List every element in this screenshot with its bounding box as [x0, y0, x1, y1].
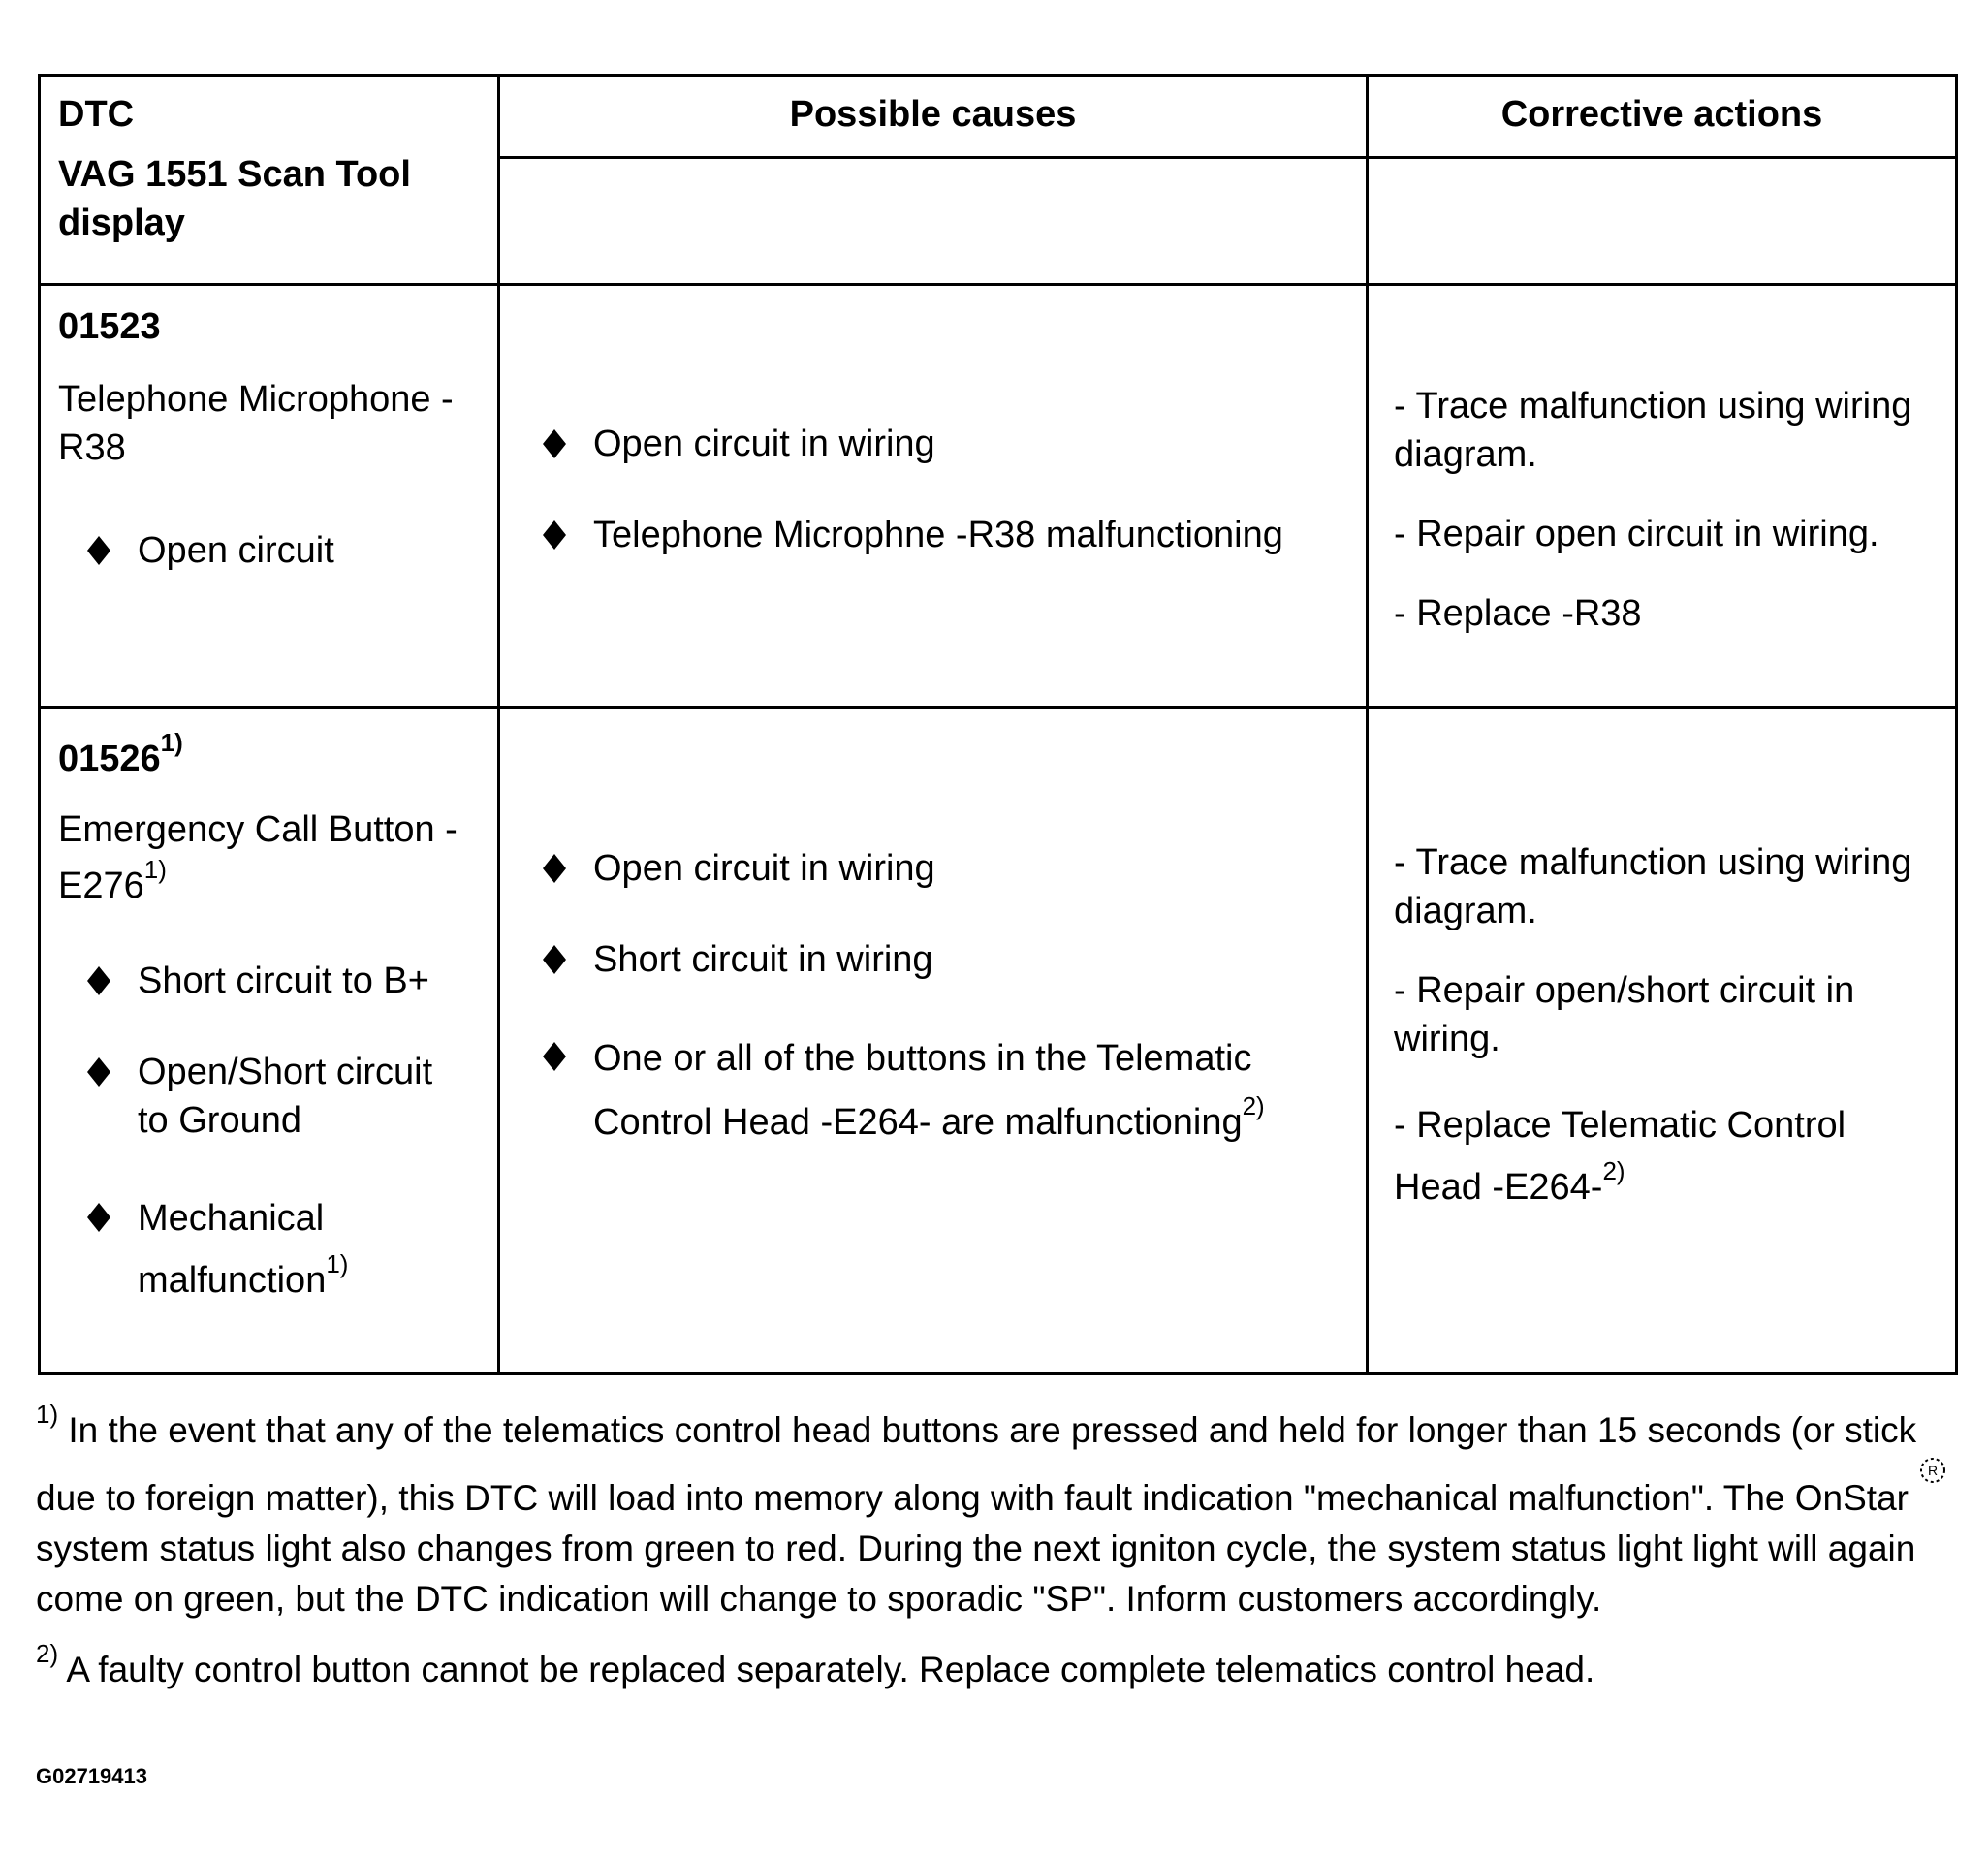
dtc-cell — [40, 708, 499, 1374]
list-item: One or all of the buttons in the Telematic Control Head -E264- are malfunctioning$^{2)}$ — [523, 1026, 1330, 1154]
header-scan-tool-display: VAG 1551 Scan Tool display — [58, 154, 411, 243]
footnote-ref: 1) — [326, 1249, 349, 1278]
dtc-component: Telephone Microphone -R38 — [58, 379, 454, 468]
footnote-mark: 2) — [36, 1639, 59, 1668]
list-item: - Trace malfunction using wiring diagram. — [1394, 385, 1912, 475]
list-item: Short circuit to B+ — [68, 957, 484, 1005]
dtc-code: 01523 — [58, 306, 161, 347]
actions-cell — [1368, 708, 1957, 1374]
list-item: - Replace -R38 — [1394, 592, 1642, 634]
footnotes — [36, 1400, 1965, 1694]
diamond-bullet-icon — [543, 520, 566, 550]
header-causes-cell — [499, 76, 1368, 158]
header-actions-cell — [1368, 76, 1957, 158]
diamond-bullet-icon — [543, 945, 566, 974]
list-item: Mechanical malfunction$^{1)}$ — [68, 1187, 428, 1311]
header-dtc-cell — [40, 76, 499, 285]
header-row — [40, 76, 1957, 158]
table-row — [40, 708, 1957, 1374]
actions-cell — [1368, 285, 1957, 708]
footnote-ref: 1) — [143, 855, 167, 884]
footnote-ref: 1) — [160, 728, 183, 757]
subheader-actions-cell — [1368, 158, 1957, 285]
list-item: Open circuit — [68, 526, 484, 575]
dtc-code: 01526$^{1)}$ — [58, 728, 183, 779]
dtc-component: Emergency Call Button -E276$^{1)}$ — [58, 809, 458, 906]
diamond-bullet-icon — [87, 1203, 110, 1232]
diamond-bullet-icon — [543, 1042, 566, 1071]
footnote-ref: 2) — [1602, 1156, 1625, 1185]
fault-list — [58, 957, 484, 1311]
header-possible-causes: Possible causes — [789, 94, 1077, 135]
diamond-bullet-icon — [543, 429, 566, 458]
dtc-cell — [40, 285, 499, 708]
list-item: Open circuit in wiring — [523, 420, 1356, 468]
list-item: - Repair open circuit in wiring. — [1394, 513, 1879, 554]
header-corrective-actions: Corrective actions — [1500, 94, 1823, 135]
list-item: Telephone Microphne -R38 malfunctioning — [523, 511, 1356, 559]
list-item: - Replace Telematic Control Head -E264-$^{2)}$ — [1394, 1105, 1846, 1208]
action-list — [1369, 838, 1955, 1218]
list-item: Open/Short circuit to Ground — [68, 1048, 458, 1145]
list-item: - Repair open/short circuit in wiring. — [1394, 970, 1855, 1059]
diamond-bullet-icon — [87, 1057, 110, 1087]
footnote-ref: 2) — [1242, 1091, 1265, 1120]
footnote-1: $^{1)}$ In the event that any of the telematics control head buttons are pressed and held for longer than 15 seconds (or stick due to foreign matter), this DTC will load into memory along with fault indication "mechanical malfunction". The OnStar R system status light also changes from green to red. During the next igniton cycle, the system status light light will again come on green, but the DTC indication will change to sporadic "SP". Inform customers accordingly. — [36, 1405, 1965, 1624]
svg-text:R: R — [1928, 1463, 1939, 1478]
subheader-causes-cell — [499, 158, 1368, 285]
cause-list — [500, 420, 1366, 559]
footnote-2: $^{2)}$ A faulty control button cannot be replaced separately. Replace complete telematics control head. — [36, 1639, 1595, 1689]
header-dtc: DTC — [58, 94, 135, 135]
dtc-table — [38, 74, 1958, 1375]
list-item: Open circuit in wiring — [523, 844, 1356, 893]
action-list — [1369, 382, 1955, 638]
footnote-mark: 1) — [36, 1400, 59, 1429]
table-row — [40, 285, 1957, 708]
causes-cell — [499, 285, 1368, 708]
cause-list — [500, 844, 1366, 1154]
list-item: - Trace malfunction using wiring diagram. — [1394, 842, 1912, 931]
fault-list — [58, 526, 484, 575]
figure-code: G02719413 — [36, 1764, 147, 1788]
diamond-bullet-icon — [87, 966, 110, 995]
causes-cell — [499, 708, 1368, 1374]
list-item: Short circuit in wiring — [523, 935, 1356, 984]
onstar-registered-mark-icon — [1918, 1456, 1947, 1485]
diamond-bullet-icon — [543, 854, 566, 883]
diamond-bullet-icon — [87, 536, 110, 565]
